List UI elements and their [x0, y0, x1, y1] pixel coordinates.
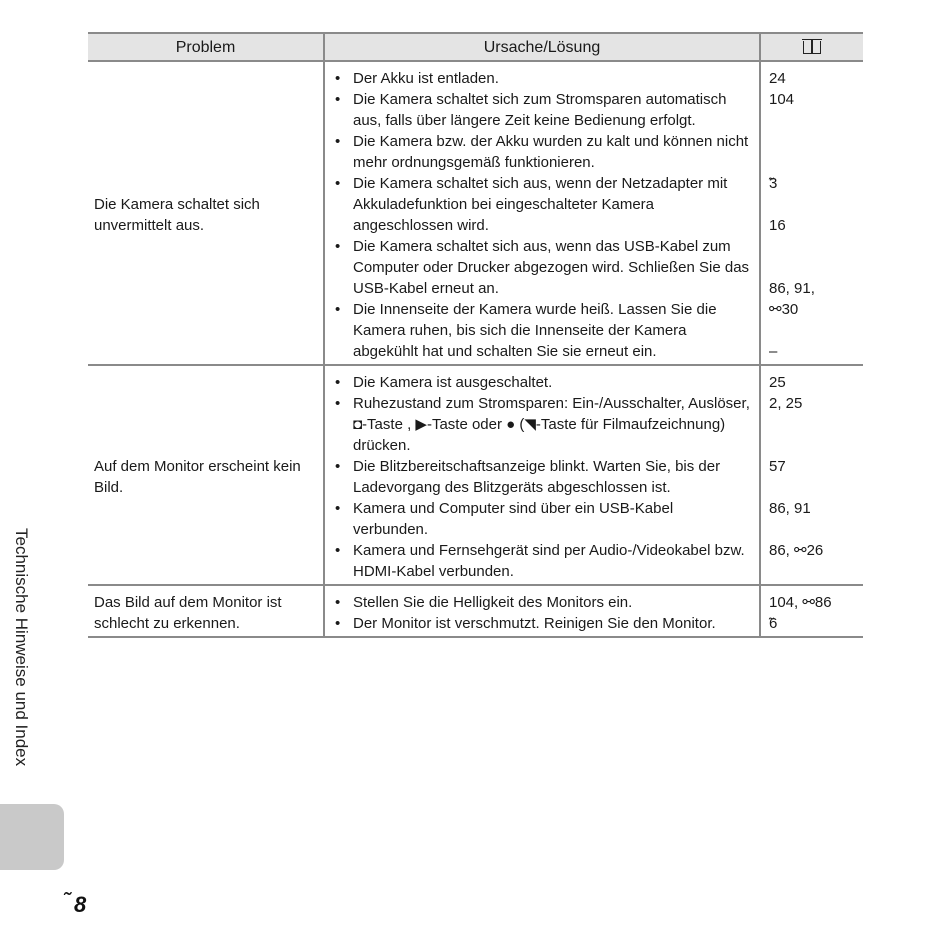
problem-cell: Das Bild auf dem Monitor ist schlecht zu erkennen.	[88, 585, 324, 637]
page-reference	[769, 435, 855, 456]
reference-cell	[760, 585, 863, 637]
reference-cell	[760, 365, 863, 585]
header-problem: Problem	[88, 33, 324, 61]
section-tab	[0, 804, 64, 870]
section-label: Technische Hinweise und Index	[12, 528, 31, 767]
page-reference: ̃3	[769, 175, 778, 192]
cause-list	[333, 68, 751, 362]
cause-item: • Die Kamera ist ausgeschaltet.	[333, 372, 751, 393]
page-reference: 86, ⚯26	[769, 542, 824, 559]
cause-list	[333, 372, 751, 582]
page-reference	[769, 257, 855, 278]
cause-cell	[324, 585, 760, 637]
page-number: ̃8	[74, 892, 87, 917]
header-cause: Ursache/Lösung	[324, 33, 760, 61]
page-reference: ⚯30	[769, 301, 799, 318]
problem-cell: Auf dem Monitor erscheint kein Bild.	[88, 365, 324, 585]
page-reference	[769, 152, 855, 173]
page-reference	[769, 110, 855, 131]
header-reference	[760, 33, 863, 61]
cause-item: • Die Kamera bzw. der Akku wurden zu kalt und können nicht mehr ordnungsgemäß funktionieren.	[333, 131, 751, 173]
page-reference	[769, 194, 855, 215]
table-row	[88, 61, 863, 365]
page-reference	[769, 519, 855, 540]
page-reference: 57	[769, 458, 786, 475]
page-reference: 24	[769, 70, 786, 87]
cause-item: • Die Innenseite der Kamera wurde heiß. Lassen Sie die Kamera ruhen, bis sich die Innenseite der Kamera abgekühlt hat und schalten Sie sie erneut ein.	[333, 299, 751, 362]
cause-item: • Der Akku ist entladen.	[333, 68, 751, 89]
page-reference: 2, 25	[769, 395, 803, 412]
page-reference: 86, 91,	[769, 280, 815, 297]
cause-item: • Die Blitzbereitschaftsanzeige blinkt. Warten Sie, bis der Ladevorgang des Blitzgeräts abgeschlossen ist.	[333, 456, 751, 498]
cause-list	[333, 592, 751, 634]
cause-item: • Der Monitor ist verschmutzt. Reinigen Sie den Monitor.	[333, 613, 751, 634]
cause-item: • Kamera und Fernsehgerät sind per Audio-/Videokabel bzw. HDMI-Kabel verbunden.	[333, 540, 751, 582]
page-reference	[769, 131, 855, 152]
cause-cell	[324, 61, 760, 365]
cause-item: • Stellen Sie die Helligkeit des Monitors ein.	[333, 592, 751, 613]
page-reference	[769, 320, 855, 341]
page-reference	[769, 236, 855, 257]
page-reference: 104, ⚯86	[769, 594, 832, 611]
cause-item: • Die Kamera schaltet sich aus, wenn der Netzadapter mit Akkuladefunktion bei eingeschalteter Kamera angeschlossen wird.	[333, 173, 751, 236]
page-reference	[769, 414, 855, 435]
page-reference	[769, 477, 855, 498]
cause-item: • Ruhezustand zum Stromsparen: Ein-/Ausschalter, Auslöser, ◘-Taste , ▶-Taste oder ● (◥-Taste für Filmaufzeichnung) drücken.	[333, 393, 751, 456]
page-reference: 104	[769, 91, 795, 108]
page-reference: 16	[769, 217, 786, 234]
table-row	[88, 365, 863, 585]
cause-item: • Die Kamera schaltet sich aus, wenn das USB-Kabel zum Computer oder Drucker abgezogen wird. Schließen Sie das USB-Kabel erneut an.	[333, 236, 751, 299]
problem-cell: Die Kamera schaltet sich unvermittelt aus.	[88, 61, 324, 365]
book-icon	[803, 41, 821, 54]
reference-cell	[760, 61, 863, 365]
page-reference: –	[769, 343, 778, 360]
table-header-row	[88, 33, 863, 61]
table-row	[88, 585, 863, 637]
cause-item: • Die Kamera schaltet sich zum Stromsparen automatisch aus, falls über längere Zeit keine Bedienung erfolgt.	[333, 89, 751, 131]
page-reference: 86, 91	[769, 500, 811, 517]
page-reference: ̃6	[769, 615, 778, 632]
troubleshooting-table	[88, 32, 863, 638]
cause-item: • Kamera und Computer sind über ein USB-Kabel verbunden.	[333, 498, 751, 540]
page-reference: 25	[769, 374, 786, 391]
cause-cell	[324, 365, 760, 585]
